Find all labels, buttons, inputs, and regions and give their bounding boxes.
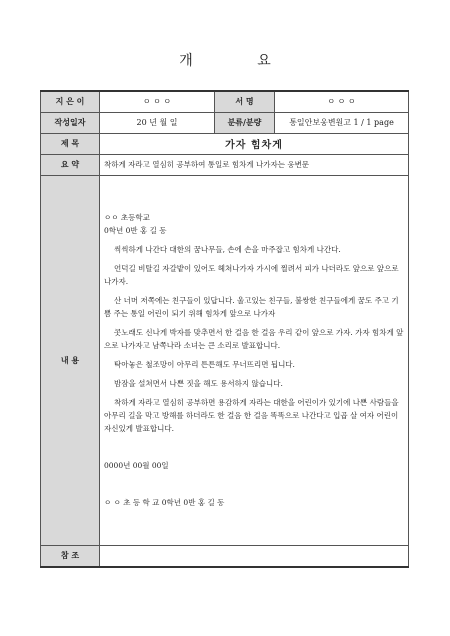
signature-value: ㅇ ㅇ ㅇ bbox=[275, 91, 409, 112]
paragraph-6: 밤잠을 설쳐면서 나쁜 짓을 해도 용서하지 않습니다. bbox=[114, 379, 283, 388]
category-label: 분류/분량 bbox=[215, 112, 275, 133]
subject-label: 제 목 bbox=[41, 133, 100, 154]
author-label: 지 은 이 bbox=[41, 91, 100, 112]
school-name: ㅇㅇ 초등학교 bbox=[104, 213, 150, 222]
category-value: 통일안보웅변원고 1 / 1 page bbox=[275, 112, 409, 133]
paragraph-1: 씩씩하게 나간다 대한의 꿈나무들, 손에 손을 마주잡고 힘차게 나간다. bbox=[114, 245, 341, 254]
summary-value: 착하게 자라고 열심히 공부하여 통일로 힘차게 나가자는 웅변문 bbox=[100, 154, 409, 175]
paragraph-5: 탁아놓은 철조망이 아무리 튼튼해도 무너뜨리면 됩니다. bbox=[114, 360, 295, 369]
paragraph-4: 콧노래도 신나게 박자를 맞추면서 한 걸음 한 걸음 우리 같이 앞으로 가자. 가자 힘차게 앞으로 나가자고 남쪽나라 소녀는 큰 소리로 발표합니다. bbox=[104, 328, 404, 350]
date-label: 작성일자 bbox=[41, 112, 100, 133]
content-label: 내 용 bbox=[41, 175, 100, 545]
author-value: ㅇ ㅇ ㅇ bbox=[100, 91, 215, 112]
paragraph-3: 산 너머 저쪽에는 친구들이 있답니다. 울고있는 친구들, 불쌍한 친구들에게 꿈도 주고 기쁨 주는 통일 어린이 되기 위해 힘차게 앞으로 나가자 bbox=[104, 296, 399, 318]
summary-form bbox=[40, 90, 409, 568]
student-name: 0학년 0반 홍 길 동 bbox=[104, 226, 167, 235]
reference-label: 참 조 bbox=[41, 545, 100, 567]
paragraph-2: 언덕길 비탈길 자갈밭이 있어도 헤쳐나가자 가시에 찔려서 피가 나더라도 앞으로 앞으로 나가자. bbox=[104, 264, 399, 286]
paragraph-7: 착하게 자라고 열심히 공부하면 용감하게 자라는 대한을 어린이가 있기에 나쁜 사람들을 아무리 길을 막고 방해를 하더라도 한 걸음 한 걸음 똑똑으로 나간다고 입곱 살 여자 어린이 자신있게 발표합니다. bbox=[104, 398, 399, 433]
page-title: 개 요 bbox=[179, 53, 301, 69]
content-body bbox=[100, 175, 409, 545]
date-value: 20 년 월 일 bbox=[100, 112, 215, 133]
subject-value: 가자 힘차게 bbox=[100, 133, 409, 154]
reference-value bbox=[100, 545, 409, 567]
signature-label: 서 명 bbox=[215, 91, 275, 112]
content-signature: ㅇ ㅇ 초 등 학 교 0학년 0반 홍 길 동 bbox=[104, 498, 225, 507]
content-date: 0000년 00월 00일 bbox=[104, 461, 169, 470]
summary-label: 요 약 bbox=[41, 154, 100, 175]
